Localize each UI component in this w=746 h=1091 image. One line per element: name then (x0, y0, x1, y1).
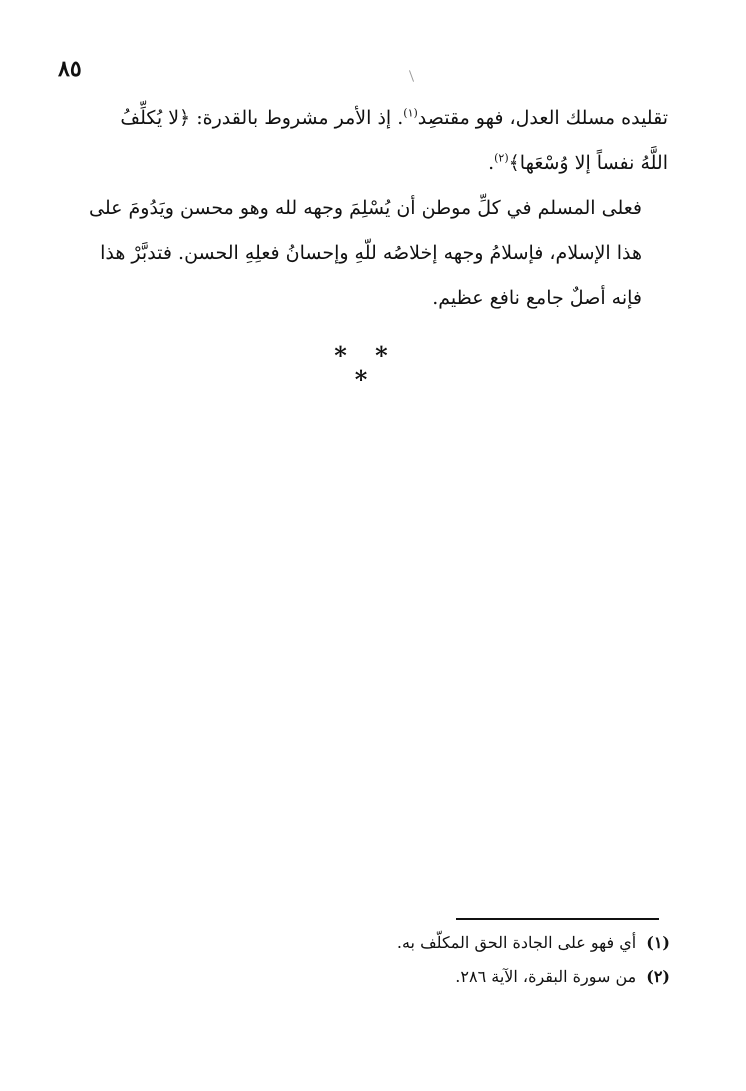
footnote-2 (200, 960, 670, 994)
footnote-rule (456, 918, 659, 920)
paragraph-2 (62, 186, 668, 321)
paragraph-1 (62, 96, 668, 186)
scan-mark (409, 70, 414, 82)
paragraph-2-line-3: فإنه أصلٌ جامع نافع عظيم. (432, 287, 642, 309)
footnote-1 (200, 926, 670, 960)
paragraph-1-line-2-text-b: . (488, 152, 495, 174)
paragraph-2-line-2: هذا الإسلام، فإسلامُ وجهه إخلاصُه للّهِ وإحسانُ فعلِهِ الحسن. فتدبَّرْ هذا (100, 242, 642, 264)
paragraph-1-line-2 (62, 141, 668, 186)
footnote-1-number: (١) (646, 933, 670, 952)
paragraph-1-line-1-text-b: . إذ الأمر مشروط بالقدرة: ﴿لا يُكلِّفُ (120, 107, 404, 129)
paragraph-1-line-1-text-a: تقليده مسلك العدل، فهو مقتصِد (417, 107, 668, 129)
paragraph-1-line-2-text-a: اللَّهُ نفساً إلا وُسْعَها﴾ (508, 152, 668, 174)
footnote-ref-1[interactable]: (١) (403, 106, 418, 120)
footnote-1-text: أي فهو على الجادة الحق المكلّف به. (396, 933, 637, 952)
footnote-2-text: من سورة البقرة، الآية ٢٨٦. (455, 967, 637, 986)
page-number: ٨٥ (58, 56, 82, 82)
footnotes (200, 926, 670, 994)
section-separator: * * * (334, 341, 398, 394)
paragraph-1-line-1 (62, 96, 668, 141)
paragraph-2-line-1: فعلى المسلم في كلِّ موطن أن يُسْلِمَ وجهه لله وهو محسن ويَدُومَ على (89, 197, 642, 219)
footnote-ref-2[interactable]: (٢) (494, 151, 509, 165)
footnote-2-number: (٢) (646, 967, 670, 986)
